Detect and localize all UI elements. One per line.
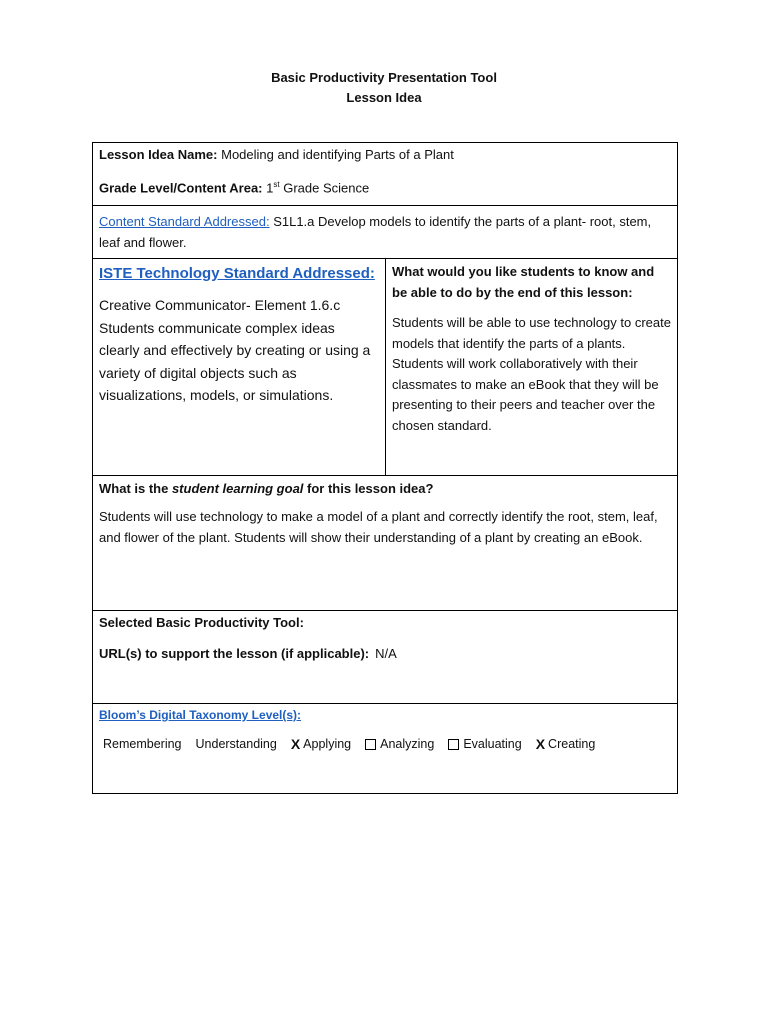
- learning-goal-q-suffix: for this lesson idea?: [303, 481, 434, 496]
- blooms-level-evaluating[interactable]: [448, 737, 521, 751]
- grade-level-value: Grade Science: [283, 180, 370, 196]
- know-do-question: What would you like students to know and be able to do by the end of this lesson:: [392, 264, 655, 300]
- url-value: N/A: [375, 646, 397, 661]
- selected-tool-label: Selected Basic Productivity Tool:: [99, 615, 304, 630]
- title-line-2: Lesson Idea: [346, 90, 422, 105]
- lesson-form-table: [92, 142, 678, 794]
- x-mark-icon: X: [290, 736, 301, 752]
- lesson-name-value: Modeling and identifying Parts of a Plant: [221, 147, 454, 162]
- checkbox-icon[interactable]: [365, 739, 376, 750]
- blooms-level-label: Remembering: [103, 737, 182, 751]
- title-line-1: Basic Productivity Presentation Tool: [271, 70, 497, 85]
- blooms-level-understanding: [196, 737, 277, 751]
- content-standard-link[interactable]: Content Standard Addressed:: [99, 214, 270, 229]
- learning-goal-question: [99, 478, 671, 499]
- lesson-name-label: Lesson Idea Name:: [99, 147, 218, 162]
- grade-ordinal: st: [273, 180, 280, 189]
- blooms-level-label: Creating: [548, 737, 596, 751]
- learning-goal-row: [93, 476, 677, 611]
- lesson-name-line: [99, 146, 671, 164]
- blooms-level-creating[interactable]: [536, 736, 596, 752]
- productivity-tool-row: [93, 611, 677, 704]
- grade-level-label: Grade Level/Content Area:: [99, 180, 263, 196]
- iste-standard-text: Creative Communicator- Element 1.6.c Students communicate complex ideas clearly and effectively by creating or using a variety of digital objects such as visualizations, models, or simulations.: [99, 297, 371, 403]
- grade-number: 1: [266, 180, 274, 196]
- blooms-level-label: Applying: [303, 737, 352, 751]
- url-label: URL(s) to support the lesson (if applicable):: [99, 646, 370, 661]
- lesson-info-row: [93, 143, 677, 206]
- standards-row: [93, 259, 677, 476]
- iste-standard-link[interactable]: ISTE Technology Standard Addressed:: [99, 265, 375, 282]
- blooms-levels: [99, 736, 671, 752]
- know-do-answer: Students will be able to use technology to create models that identify the parts of a plants. Students will work collaboratively with their classmates to make an eBook that they will be presenting to their peers and teacher over the chosen standard.: [392, 315, 671, 433]
- page-title: [0, 68, 768, 108]
- blooms-row: [93, 704, 677, 793]
- blooms-level-analyzing[interactable]: [365, 737, 434, 751]
- know-do-cell: [386, 259, 677, 475]
- learning-goal-q-prefix: What is the: [99, 481, 172, 496]
- content-standard-row: [93, 206, 677, 259]
- blooms-level-label: Analyzing: [380, 737, 435, 751]
- blooms-taxonomy-link[interactable]: Bloom’s Digital Taxonomy Level(s):: [99, 708, 302, 722]
- blooms-level-applying[interactable]: [291, 736, 351, 752]
- blooms-level-label: Understanding: [195, 737, 277, 751]
- url-line: [99, 645, 671, 663]
- grade-level-line: [99, 176, 671, 197]
- iste-cell: [93, 259, 386, 475]
- learning-goal-answer: Students will use technology to make a model of a plant and correctly identify the root, stem, leaf, and flower of the plant. Students will show their understanding of a plant by creating an eBook.: [99, 509, 658, 545]
- content-standard-value: S1L1.a Develop models to identify the parts of a plant- root, stem, leaf and flower.: [99, 214, 652, 250]
- blooms-level-remembering: [103, 737, 182, 751]
- x-mark-icon: X: [535, 736, 546, 752]
- learning-goal-q-emphasis: student learning goal: [171, 481, 304, 496]
- blooms-level-label: Evaluating: [463, 737, 522, 751]
- checkbox-icon[interactable]: [448, 739, 459, 750]
